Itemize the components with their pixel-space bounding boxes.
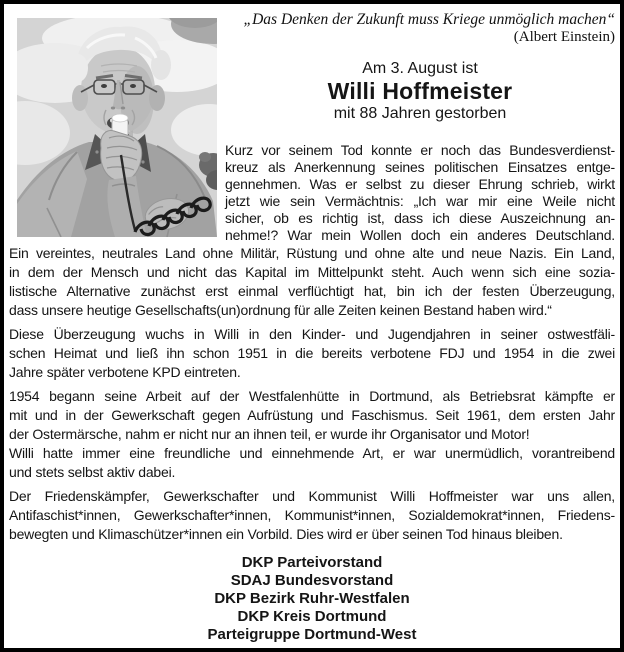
obituary-line: nehme!? War mein Wollen doch ein anderes Deutschland. bbox=[225, 227, 615, 243]
signatory-dkp-kreis-dortmund: DKP Kreis Dortmund bbox=[237, 608, 387, 625]
quote-attribution: (Albert Einstein) bbox=[513, 28, 615, 45]
portrait-photo-illustration bbox=[17, 18, 217, 237]
obituary-line: Diese Überzeugung wuchs in Willi in den Kinder- und Jugendjahren in seiner ostwestfäli- bbox=[9, 326, 615, 342]
obituary-line: Kurz vor seinem Tod konnte er noch das Bundesverdienst- bbox=[225, 142, 615, 158]
obituary-paragraph-2 bbox=[9, 325, 615, 382]
obituary-line: Jahre später verbotene KPD eintreten. bbox=[9, 364, 241, 380]
obituary-paragraph-4 bbox=[9, 487, 615, 544]
obituary-line: Der Friedenskämpfer, Gewerkschafter und Kommunist Willi Hoffmeister war uns allen, bbox=[9, 488, 615, 504]
death-age-line: mit 88 Jahren gestorben bbox=[333, 105, 507, 122]
obituary-line: 1954 begann seine Arbeit auf der Westfalenhütte in Dortmund, als Betriebsrat kämpfte er bbox=[9, 388, 615, 404]
obituary-line: dass unsere heutige Gesellschafts(un)ordnung für alle Zeiten keinen Bestand haben wird.“ bbox=[9, 302, 552, 318]
signatory-parteigruppe-dortmund-west: Parteigruppe Dortmund-West bbox=[207, 626, 417, 643]
obituary-column-paragraph bbox=[225, 142, 615, 244]
header-column bbox=[225, 12, 615, 244]
obituary-paragraph-1 bbox=[9, 244, 615, 320]
obituary-line: sicher, ob es richtig ist, dass ich diese Auszeichnung an- bbox=[225, 210, 615, 226]
obituary-line: schen Heimat und ließ ihn schon 1951 in die bereits verbotene FDJ und 1954 in die zwei bbox=[9, 345, 615, 361]
obituary-line: Antifaschist*innen, Gewerkschafter*innen, Kommunist*innen, Sozialdemokrat*innen, Friedens- bbox=[9, 507, 615, 523]
signature-block bbox=[9, 554, 615, 644]
obituary-line: listische Alternative zunächst erst einmal verflüchtigt hat, bin ich der festen Überzeugung, bbox=[9, 283, 615, 299]
portrait-photo bbox=[17, 18, 217, 237]
obituary-line: kreuz als Anerkennung seines politischen Einsatzes entge- bbox=[225, 159, 615, 175]
death-date-line: Am 3. August ist bbox=[362, 60, 478, 77]
signatory-dkp-bezirk-ruhr-westfalen: DKP Bezirk Ruhr-Westfalen bbox=[214, 590, 410, 607]
signatory-sdaj-bundesvorstand: SDAJ Bundesvorstand bbox=[230, 572, 394, 589]
einstein-quote: „Das Denken der Zukunft muss Kriege unmöglich machen“ bbox=[243, 11, 615, 28]
top-section bbox=[9, 12, 615, 244]
obituary-line: jetzt wie sein Vermächtnis: „Ich war mir eine Weile nicht bbox=[225, 193, 615, 209]
obituary-line: der Ostermärsche, nahm er nicht nur an ihnen teil, er wurde ihr Organisator und Motor! bbox=[9, 426, 530, 442]
obituary-line: Willi hatte immer eine freundliche und einnehmende Art, er war unermüdlich, vorantreibend bbox=[9, 445, 615, 461]
obituary-line: bewegten und Klimaschützer*innen ein Vorbild. Dies wird er über seinen Tod hinaus bleiben. bbox=[9, 526, 563, 542]
signatory-dkp-parteivorstand: DKP Parteivorstand bbox=[241, 554, 383, 571]
obituary-line: und stets selbst aktiv dabei. bbox=[9, 464, 176, 480]
deceased-name: Willi Hoffmeister bbox=[327, 78, 513, 104]
obituary-line: in dem der Mensch und nicht das Kapital im Mittelpunkt steht. Auch wenn sich eine sozia- bbox=[9, 264, 615, 280]
obituary-line: gennehmen. Was er selbst zu dieser Ehrung schrieb, wirkt bbox=[225, 176, 615, 192]
obituary-line: Ein vereintes, neutrales Land ohne Militär, Rüstung und ohne alte und neue Nazis. Ein Land, bbox=[9, 245, 615, 261]
obituary-paragraph-3 bbox=[9, 387, 615, 482]
obituary-line: mit und in der Gewerkschaft gegen Aufrüstung und Faschismus. Seit 1961, dem ersten Jahr bbox=[9, 407, 615, 423]
